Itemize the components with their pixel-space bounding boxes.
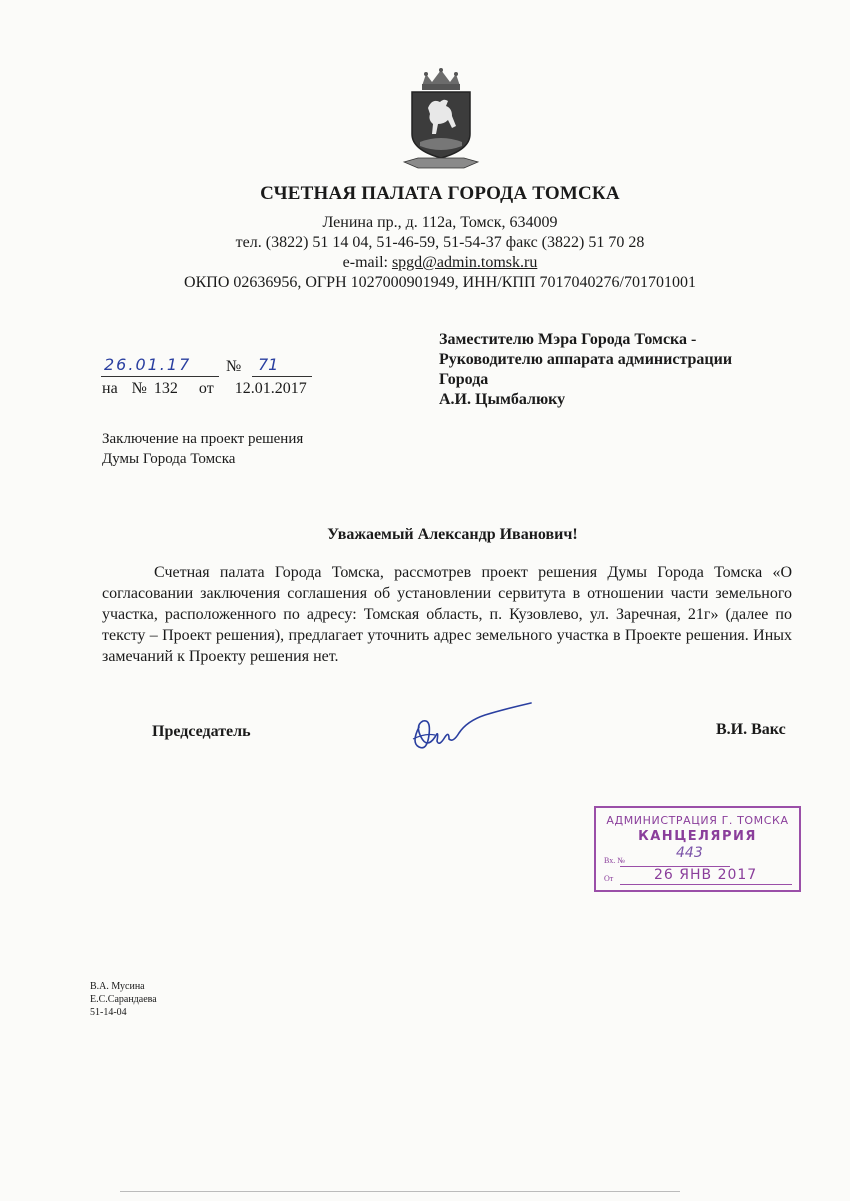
stamp-date-label: От — [604, 874, 614, 883]
addressee-line: Руководителю аппарата администрации — [439, 351, 733, 368]
executor-line: Е.С.Сарандаева — [90, 994, 157, 1005]
executors-block — [90, 980, 157, 1019]
stamp-date: 26 ЯНВ 2017 — [654, 867, 758, 883]
organization-email-line — [0, 254, 850, 272]
stamp-incoming-label: Вх. № — [604, 856, 625, 865]
addressee-line: Города — [439, 371, 489, 388]
subject-line: Заключение на проект решения — [102, 431, 304, 447]
stamp-authority: АДМИНИСТРАЦИЯ Г. ТОМСКА — [606, 814, 789, 827]
email-link[interactable]: spgd@admin.tomsk.ru — [391, 254, 538, 271]
salutation: Уважаемый Александр Иванович! — [327, 526, 578, 543]
stamp-department: КАНЦЕЛЯРИЯ — [638, 829, 757, 844]
organization-address: Ленина пр., д. 112а, Томск, 634009 — [322, 214, 558, 231]
addressee-block — [439, 330, 799, 410]
addressee-line: Заместителю Мэра Города Томска - — [439, 331, 697, 348]
stamp-incoming-number: 443 — [676, 845, 703, 861]
organization-registry: ОКПО 02636956, ОГРН 1027000901949, ИНН/КПП 7017040276/701701001 — [184, 274, 696, 291]
organization-title: СЧЕТНАЯ ПАЛАТА ГОРОДА ТОМСКА — [260, 183, 620, 204]
outgoing-number-handwritten: 71 — [258, 355, 279, 374]
subject-block — [102, 429, 303, 469]
scan-edge-line — [120, 1191, 680, 1192]
handwritten-signature — [405, 697, 535, 757]
outgoing-date-handwritten: 26.01.17 — [104, 355, 192, 374]
stamp-date-underline — [620, 884, 792, 885]
email-label: e-mail: — [342, 254, 392, 271]
subject-line: Думы Города Томска — [102, 451, 236, 467]
addressee-line: А.И. Цымбалюку — [439, 391, 566, 408]
date-underline — [101, 376, 219, 377]
executor-line: В.А. Мусина — [90, 981, 145, 992]
number-symbol: № — [226, 358, 242, 375]
number-underline — [252, 376, 312, 377]
executor-line: 51-14-04 — [90, 1007, 127, 1018]
reply-reference: на № 132 от 12.01.2017 — [102, 380, 307, 397]
signatory-position: Председатель — [152, 723, 251, 740]
registration-stamp — [594, 806, 801, 892]
signatory-name: В.И. Вакс — [716, 721, 786, 738]
body-paragraph: Счетная палата Города Томска, рассмотрев проект решения Думы Города Томска «О согласовании заключения соглашения об установлении сервитута в отношении части земельного участка, расположенного по адресу: Томская область, п. Кузовлево, ул. Заречная, 21г» (далее по тексту – Проект решения), предлагает уточнить адрес земельного участка в Проекте решения. Иных замечаний к Проекту решения нет. — [102, 564, 792, 665]
organization-phones: тел. (3822) 51 14 04, 51-46-59, 51-54-37 факс (3822) 51 70 28 — [235, 234, 645, 251]
tomsk-coat-of-arms-icon — [400, 68, 482, 174]
